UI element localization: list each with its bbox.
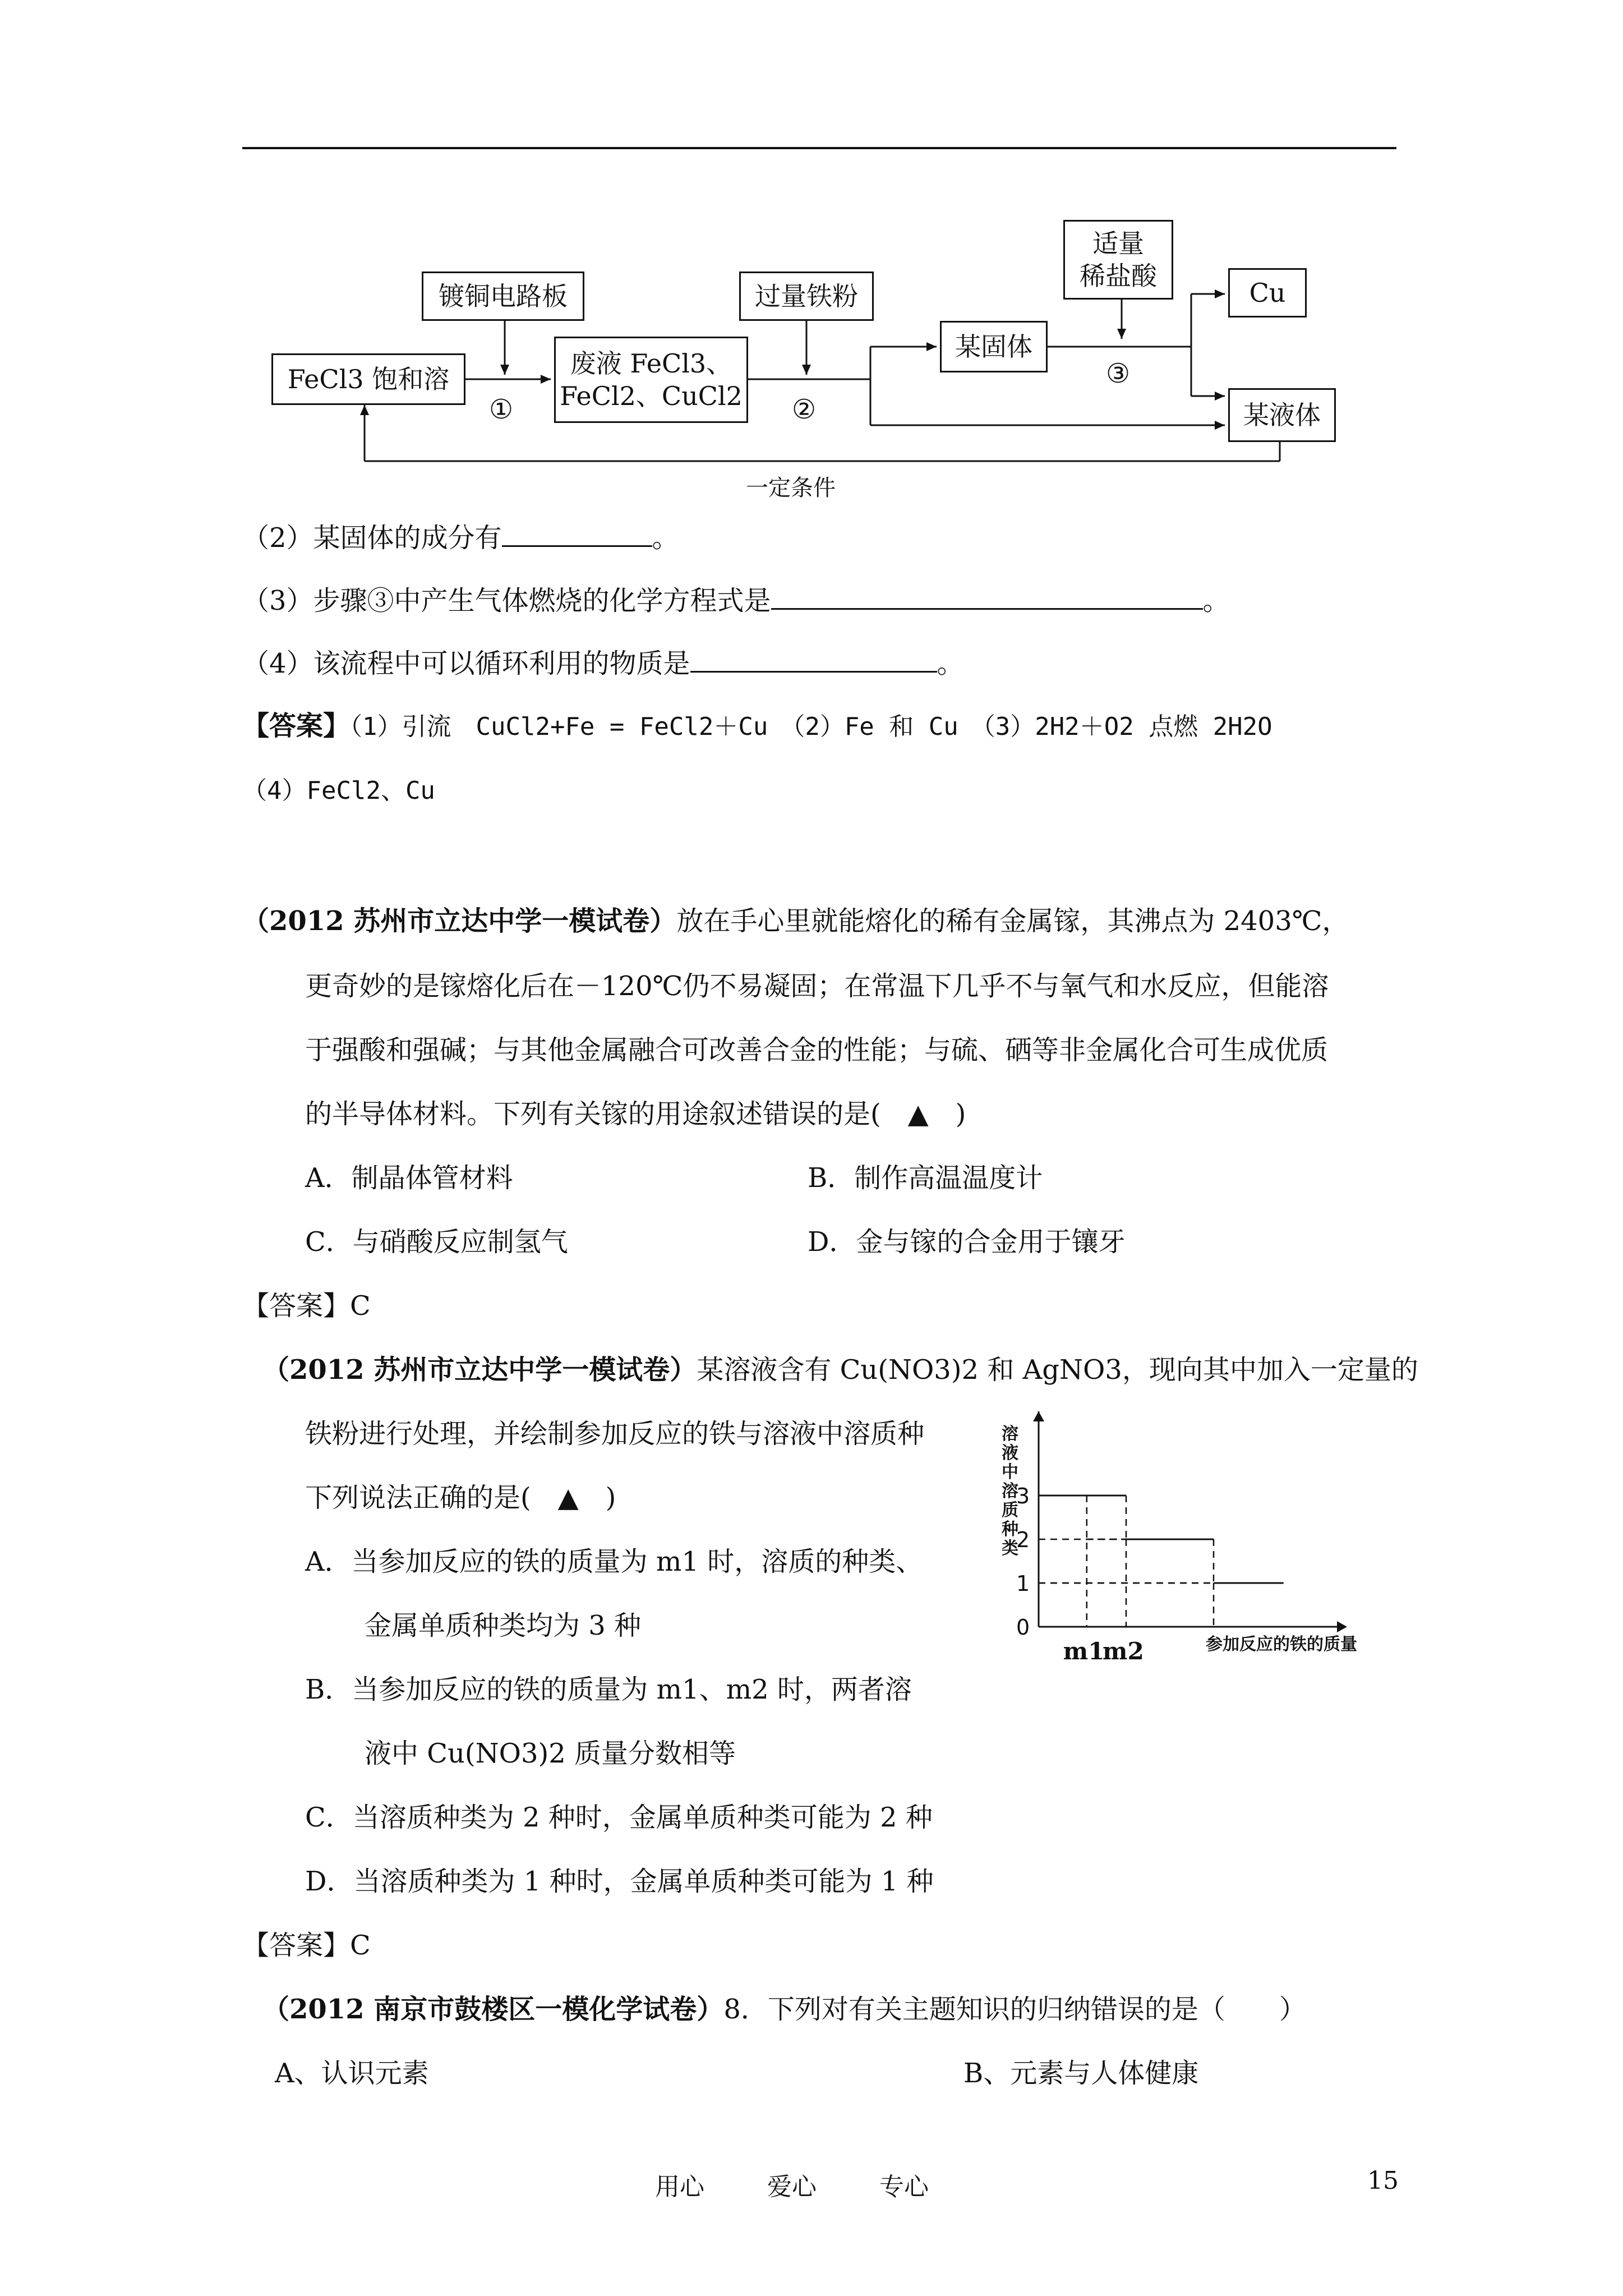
footer-motto-2: 爱心 <box>767 2173 817 2201</box>
iron-option-b-line2: 液中 Cu(NO3)2 质量分数相等 <box>365 1738 736 1769</box>
gallium-problem-line1: （2012 苏州市立达中学一模试卷）放在手心里就能熔化的稀有金属镓，其沸点为 2403℃， <box>242 905 1349 937</box>
iron-problem-line1: （2012 苏州市立达中学一模试卷）某溶液含有 Cu(NO3)2 和 AgNO3，现向其中加入一定量的 <box>262 1354 1418 1386</box>
chart-y-axis-label: 溶液中溶质种类 <box>1002 1424 1018 1558</box>
gallium-problem-line3: 于强酸和强碱；与其他金属融合可改善合金的性能；与硫、硒等非金属化合可生成优质 <box>305 1034 1329 1066</box>
gallium-problem-line2: 更奇妙的是镓熔化后在－120℃仍不易凝固；在常温下几乎不与氧气和水反应，但能溶 <box>305 970 1329 1002</box>
step-2-label: ② <box>792 394 817 425</box>
dilute-acid-box: 适量 稀盐酸 <box>1063 220 1173 300</box>
chart-x-tick-label: m2 <box>1103 1637 1144 1665</box>
cu-box: Cu <box>1228 268 1307 318</box>
gallium-option-c: C．与硝酸反应制氢气 <box>305 1226 568 1258</box>
gallium-option-d: D．金与镓的合金用于镶牙 <box>808 1226 1126 1258</box>
chart-y-tick-label: 1 <box>1016 1571 1030 1596</box>
chart-y-axis-arrow <box>1033 1411 1044 1421</box>
fecl3-saturated-box: FeCl3 饱和溶 <box>271 353 465 405</box>
iron-option-d: D．当溶质种类为 1 种时，金属单质种类可能为 1 种 <box>305 1866 934 1897</box>
question-2: （2）某固体的成分有 。 <box>242 521 679 555</box>
chart-x-axis-label: 参加反应的铁的质量 <box>1206 1635 1357 1654</box>
gallium-option-b: B．制作高温温度计 <box>808 1162 1043 1194</box>
question-4: （4）该流程中可以循环利用的物质是 。 <box>242 646 964 680</box>
iron-powder-box: 过量铁粉 <box>739 272 874 321</box>
footer-motto-3: 专心 <box>879 2173 929 2201</box>
gallium-problem-line4: 的半导体材料。下列有关镓的用途叙述错误的是( ▲ ) <box>305 1098 966 1130</box>
gulou-option-b: B、元素与人体健康 <box>963 2058 1199 2089</box>
iron-option-c: C．当溶质种类为 2 种时，金属单质种类可能为 2 种 <box>305 1802 933 1833</box>
chart-x-tick-label: m1 <box>1063 1637 1105 1665</box>
step-3-label: ③ <box>1106 358 1131 389</box>
return-condition-label: 一定条件 <box>746 475 836 501</box>
iron-option-a-line2: 金属单质种类均为 3 种 <box>365 1610 642 1641</box>
chart-y-tick-label: 2 <box>1016 1527 1030 1552</box>
page-number: 15 <box>1367 2166 1399 2195</box>
gulou-problem-line1: （2012 南京市鼓楼区一模化学试卷）8．下列对有关主题知识的归纳错误的是（ ） <box>262 1994 1306 2025</box>
gallium-option-a: A．制晶体管材料 <box>305 1162 513 1194</box>
answer-1-continued: （4）FeCl2、Cu <box>242 776 435 805</box>
liquid-box: 某液体 <box>1228 388 1336 442</box>
chart-y-tick-label: 0 <box>1016 1615 1030 1640</box>
solid-box: 某固体 <box>940 321 1048 372</box>
iron-problem-line3: 下列说法正确的是( ▲ ) <box>305 1482 616 1513</box>
iron-problem-line2: 铁粉进行处理，并绘制参加反应的铁与溶液中溶质种 <box>305 1418 925 1450</box>
chart-y-tick-label: 3 <box>1016 1484 1030 1508</box>
iron-option-b-line1: B．当参加反应的铁的质量为 m1、m2 时，两者溶 <box>305 1674 912 1705</box>
waste-liquid-box: 废液 FeCl3、 FeCl2、CuCl2 <box>554 337 748 423</box>
step-1-label: ① <box>489 394 514 425</box>
gulou-option-a: A、认识元素 <box>275 2058 429 2089</box>
iron-option-a-line1: A．当参加反应的铁的质量为 m1 时，溶质的种类、 <box>305 1546 923 1577</box>
gallium-answer: 【答案】C <box>242 1290 371 1322</box>
copper-board-box: 镀铜电路板 <box>422 272 584 321</box>
answer-1: 【答案】（1）引流 CuCl2+Fe = FeCl2＋Cu （2）Fe 和 Cu （3）2H2＋O2 点燃 2H2O <box>242 710 1272 742</box>
footer-motto-1: 用心 <box>655 2173 704 2201</box>
question-3: （3）步骤③中产生气体燃烧的化学方程式是 。 <box>242 583 1230 618</box>
iron-answer: 【答案】C <box>242 1930 371 1961</box>
